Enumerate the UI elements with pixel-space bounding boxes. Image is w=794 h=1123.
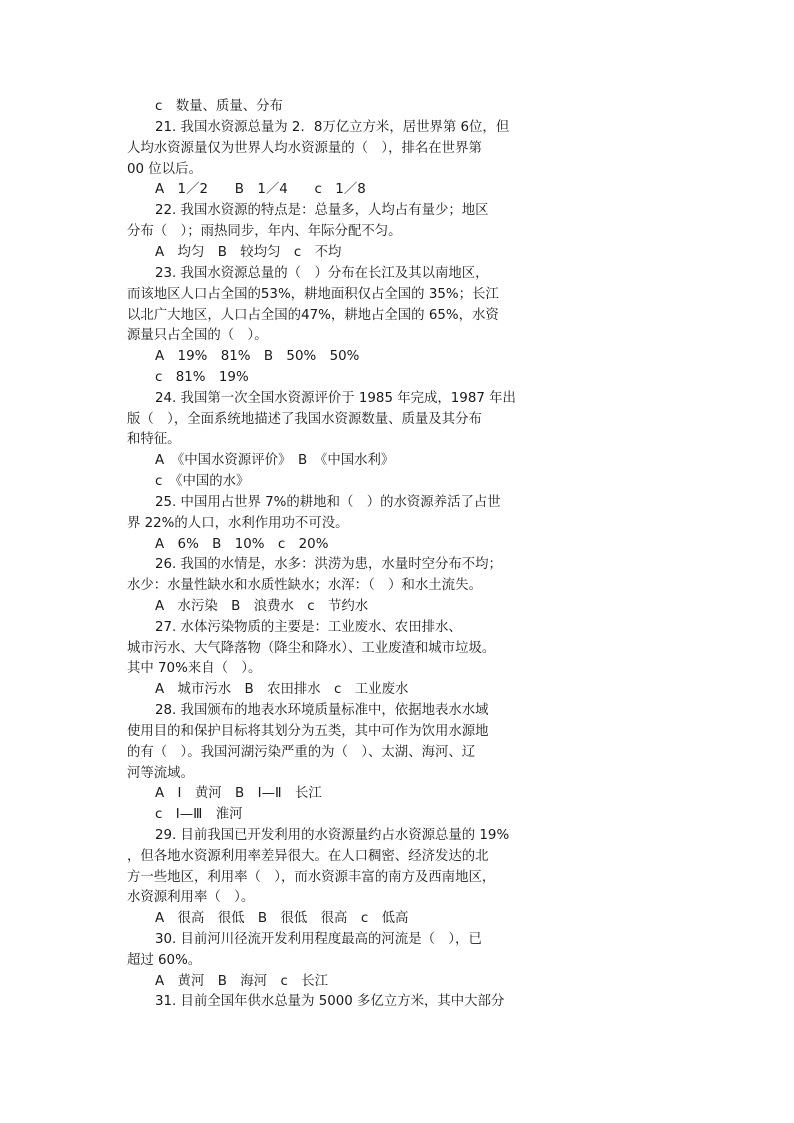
text-line: 人均水资源量仅为世界人均水资源量的（ ），排名在世界第 — [127, 141, 482, 156]
text-line: 和特征。 — [127, 432, 181, 447]
question-30: 30. 目前河川径流开发利用程度最高的河流是（ ），已 — [155, 932, 482, 947]
text-line: 城市污水、大气降落物（降尘和降水）、工业废渣和城市垃圾。 — [127, 641, 496, 656]
question-31: 31. 目前全国年供水总量为 5000 多亿立方米，其中大部分 — [155, 994, 505, 1009]
option-line: A 19% 81% B 50% 50% — [155, 349, 360, 364]
option-line: A 城市污水 B 农田排水 c 工业废水 — [155, 682, 409, 697]
question-22: 22. 我国水资源的特点是：总量多，人均占有量少；地区 — [155, 203, 489, 218]
option-line: A 黄河 B 海河 c 长江 — [155, 974, 329, 989]
text-line: 水资源利用率（ ）。 — [127, 890, 255, 905]
text-line: 其中 70%来自（ ）。 — [127, 661, 262, 676]
question-28: 28. 我国颁布的地表水环境质量标准中，依据地表水水域 — [155, 703, 489, 718]
text-line: 的有（ ）。我国河湖污染严重的为（ ）、太湖、海河、辽 — [127, 745, 476, 760]
option-line: A 很高 很低 B 很低 很高 c 低高 — [155, 911, 409, 926]
question-27: 27. 水体污染物质的主要是：工业废水、农田排水、 — [155, 620, 462, 635]
text-line: 以北广大地区，人口占全国的47%，耕地占全国的 65%，水资 — [127, 308, 499, 323]
option-line: A 水污染 B 浪费水 c 节约水 — [155, 599, 369, 614]
text-line: 使用目的和保护目标将其划分为五类，其中可作为饮用水源地 — [127, 724, 489, 739]
option-line: A 6% B 10% c 20% — [155, 537, 329, 552]
text-line: 版（ ），全面系统地描述了我国水资源数量、质量及其分布 — [127, 412, 482, 427]
option-line: c 《中国的水》 — [155, 474, 250, 489]
option-line: A Ⅰ 黄河 B Ⅰ—Ⅱ 长江 — [155, 786, 322, 801]
option-line: c 数量、质量、分布 — [155, 99, 283, 114]
text-line: 分布（ ）；雨热同步，年内、年际分配不匀。 — [127, 224, 402, 239]
text-line: 而该地区人口占全国的53%，耕地面积仅占全国的 35%；长江 — [127, 287, 499, 302]
text-line: ，但各地水资源利用率差异很大。在人口稠密、经济发达的北 — [127, 849, 489, 864]
question-23: 23. 我国水资源总量的（ ）分布在长江及其以南地区， — [155, 266, 489, 281]
text-line: 水少：水量性缺水和水质性缺水；水浑：（ ）和水土流失。 — [127, 578, 482, 593]
text-line: 超过 60%。 — [127, 953, 202, 968]
text-line: 00 位以后。 — [127, 162, 202, 177]
text-line: 河等流域。 — [127, 766, 194, 781]
question-26: 26. 我国的水情是，水多：洪涝为患，水量时空分布不均； — [155, 557, 502, 572]
option-line: A 《中国水资源评价》 B 《中国水利》 — [155, 453, 395, 468]
question-29: 29. 目前我国已开发利用的水资源量约占水资源总量的 19% — [155, 828, 510, 843]
question-25: 25. 中国用占世界 7%的耕地和（ ）的水资源养活了占世 — [155, 495, 501, 510]
question-21: 21. 我国水资源总量为 2．8万亿立方米，居世界第 6位，但 — [155, 120, 510, 135]
text-line: 源量只占全国的（ ）。 — [127, 328, 268, 343]
option-line: c Ⅰ—Ⅲ 淮河 — [155, 807, 243, 822]
option-line: A 1／2 B 1／4 c 1／8 — [155, 182, 366, 197]
option-line: c 81% 19% — [155, 370, 249, 385]
text-line: 方一些地区，利用率（ ），而水资源丰富的南方及西南地区， — [127, 870, 496, 885]
question-24: 24. 我国第一次全国水资源评价于 1985 年完成，1987 年出 — [155, 391, 516, 406]
text-line: 界 22%的人口，水利作用功不可没。 — [127, 516, 349, 531]
option-line: A 均匀 B 较均匀 c 不均 — [155, 245, 342, 260]
